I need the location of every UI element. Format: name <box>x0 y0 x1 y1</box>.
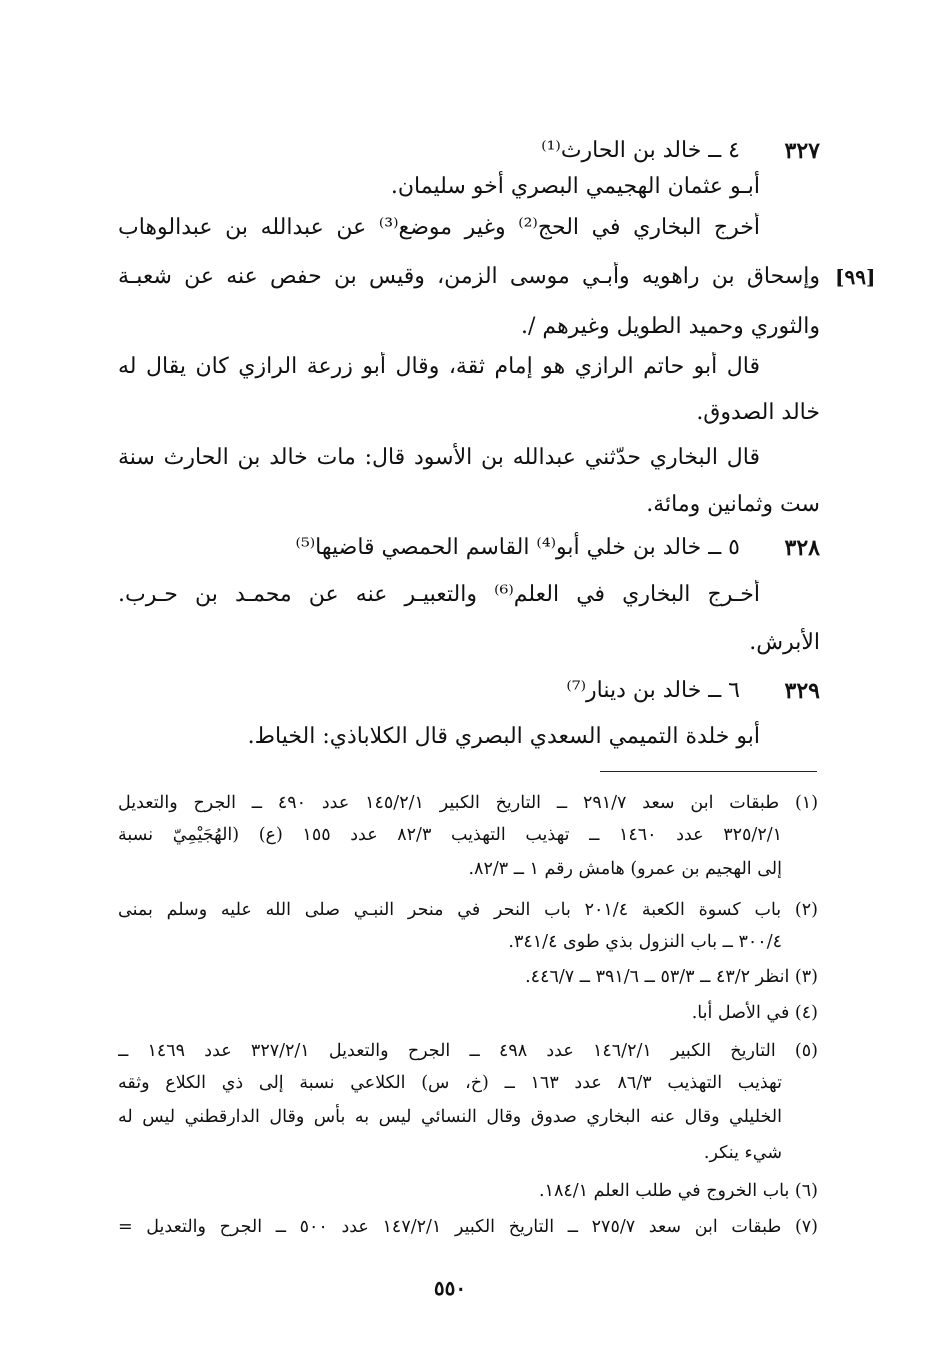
entry-327-line-8: ست وثمانين ومائة. <box>646 492 820 517</box>
entry-327-line-4: والثوري وحميد الطويل وغيرهم /. <box>521 314 820 339</box>
footnote-1-line-3: إلى الهجيم بن عمرو) هامش رقم ١ ــ ٨٢/٣. <box>468 859 782 879</box>
entry-heading-328: ٥ ــ خالد بن خلي أبو⁽⁴⁾ القاسم الحمصي قاضيها⁽⁵⁾ <box>295 535 740 560</box>
entry-327-line-5: قال أبو حاتم الرازي هو إمام ثقة، وقال أبو زرعة الرازي كان يقال له <box>118 354 760 379</box>
footnote-5-line-2: تهذيب التهذيب ٨٦/٣ عدد ١٦٣ ــ (خ، س) الكلاعي نسبة إلى ذي الكلاع وثقه <box>118 1073 782 1093</box>
entry-327-line-7: قال البخاري حدّثني عبدالله بن الأسود قال: مات خالد بن الحارث سنة <box>118 445 760 470</box>
footnote-3: (٣) انظر ٤٣/٢ ــ ٥٣/٣ ــ ٣٩١/٦ ــ ٤٤٦/٧. <box>525 967 818 987</box>
entry-heading-329: ٦ ــ خالد بن دينار⁽⁷⁾ <box>566 678 740 703</box>
original-page-marker: [٩٩] <box>835 265 876 289</box>
entry-heading-327: ٤ ــ خالد بن الحارث⁽¹⁾ <box>541 138 740 163</box>
entry-number-329: ٣٢٩ <box>784 678 820 704</box>
footnote-5-line-1: (٥) التاريخ الكبير ١٤٦/٢/١ عدد ٤٩٨ ــ الجرح والتعديل ٣٢٧/٢/١ عدد ١٤٦٩ ــ <box>118 1041 818 1061</box>
entry-329-line-1: أبو خلدة التميمي السعدي البصري قال الكلاباذي: الخياط. <box>247 724 760 749</box>
entry-327-line-2: أخرج البخاري في الحج⁽²⁾ وغير موضع⁽³⁾ عن عبدالله بن عبدالوهاب <box>118 215 760 240</box>
entry-number-327: ٣٢٧ <box>784 138 820 164</box>
footnote-6: (٦) باب الخروج في طلب العلم ١٨٤/١. <box>538 1181 818 1201</box>
footnote-2-line-1: (٢) باب كسوة الكعبة ٢٠١/٤ باب النحر في منحر النبـي صلى الله عليه وسلم بمنى <box>118 900 818 920</box>
footnote-5-line-3: الخليلي وقال عنه البخاري صدوق وقال النسائي ليس به بأس وقال الدارقطني ليس له <box>118 1107 782 1127</box>
entry-327-line-3: وإسحاق بن راهويه وأبـي موسى الزمن، وقيس بن حفص عنه عن شعبـة <box>118 264 820 289</box>
entry-328-line-1: أخـرج البخاري في العلم⁽⁶⁾ والتعبيـر عنه عن محمـد بن حـرب. <box>118 582 760 607</box>
footnote-5-line-4: شيء ينكر. <box>703 1143 782 1163</box>
entry-327-line-6: خالد الصدوق. <box>696 400 820 425</box>
footnote-1-line-1: (١) طبقات ابن سعد ٢٩١/٧ ــ التاريخ الكبير ١٤٥/٢/١ عدد ٤٩٠ ــ الجرح والتعديل <box>118 793 818 813</box>
footnote-4: (٤) في الأصل أبا. <box>691 1003 818 1023</box>
entry-328-line-2: الأبرش. <box>749 630 820 655</box>
page-number: ٥٥٠ <box>433 1276 467 1300</box>
footnote-2-line-2: ٣٠٠/٤ ــ باب النزول بذي طوى ٣٤١/٤. <box>508 932 782 952</box>
footnote-separator <box>600 771 817 772</box>
entry-number-328: ٣٢٨ <box>784 535 820 561</box>
footnote-7-line-1: (٧) طبقات ابن سعد ٢٧٥/٧ ــ التاريخ الكبير ١٤٧/٢/١ عدد ٥٠٠ ــ الجرح والتعديل = <box>118 1217 818 1237</box>
entry-327-line-1: أبـو عثمان الهجيمي البصري أخو سليمان. <box>390 174 760 199</box>
footnote-1-line-2: ٣٢٥/٢/١ عدد ١٤٦٠ ــ تهذيب التهذيب ٨٢/٣ عدد ١٥٥ (ع) (الهُجَيْمِيّ نسبة <box>118 825 782 845</box>
